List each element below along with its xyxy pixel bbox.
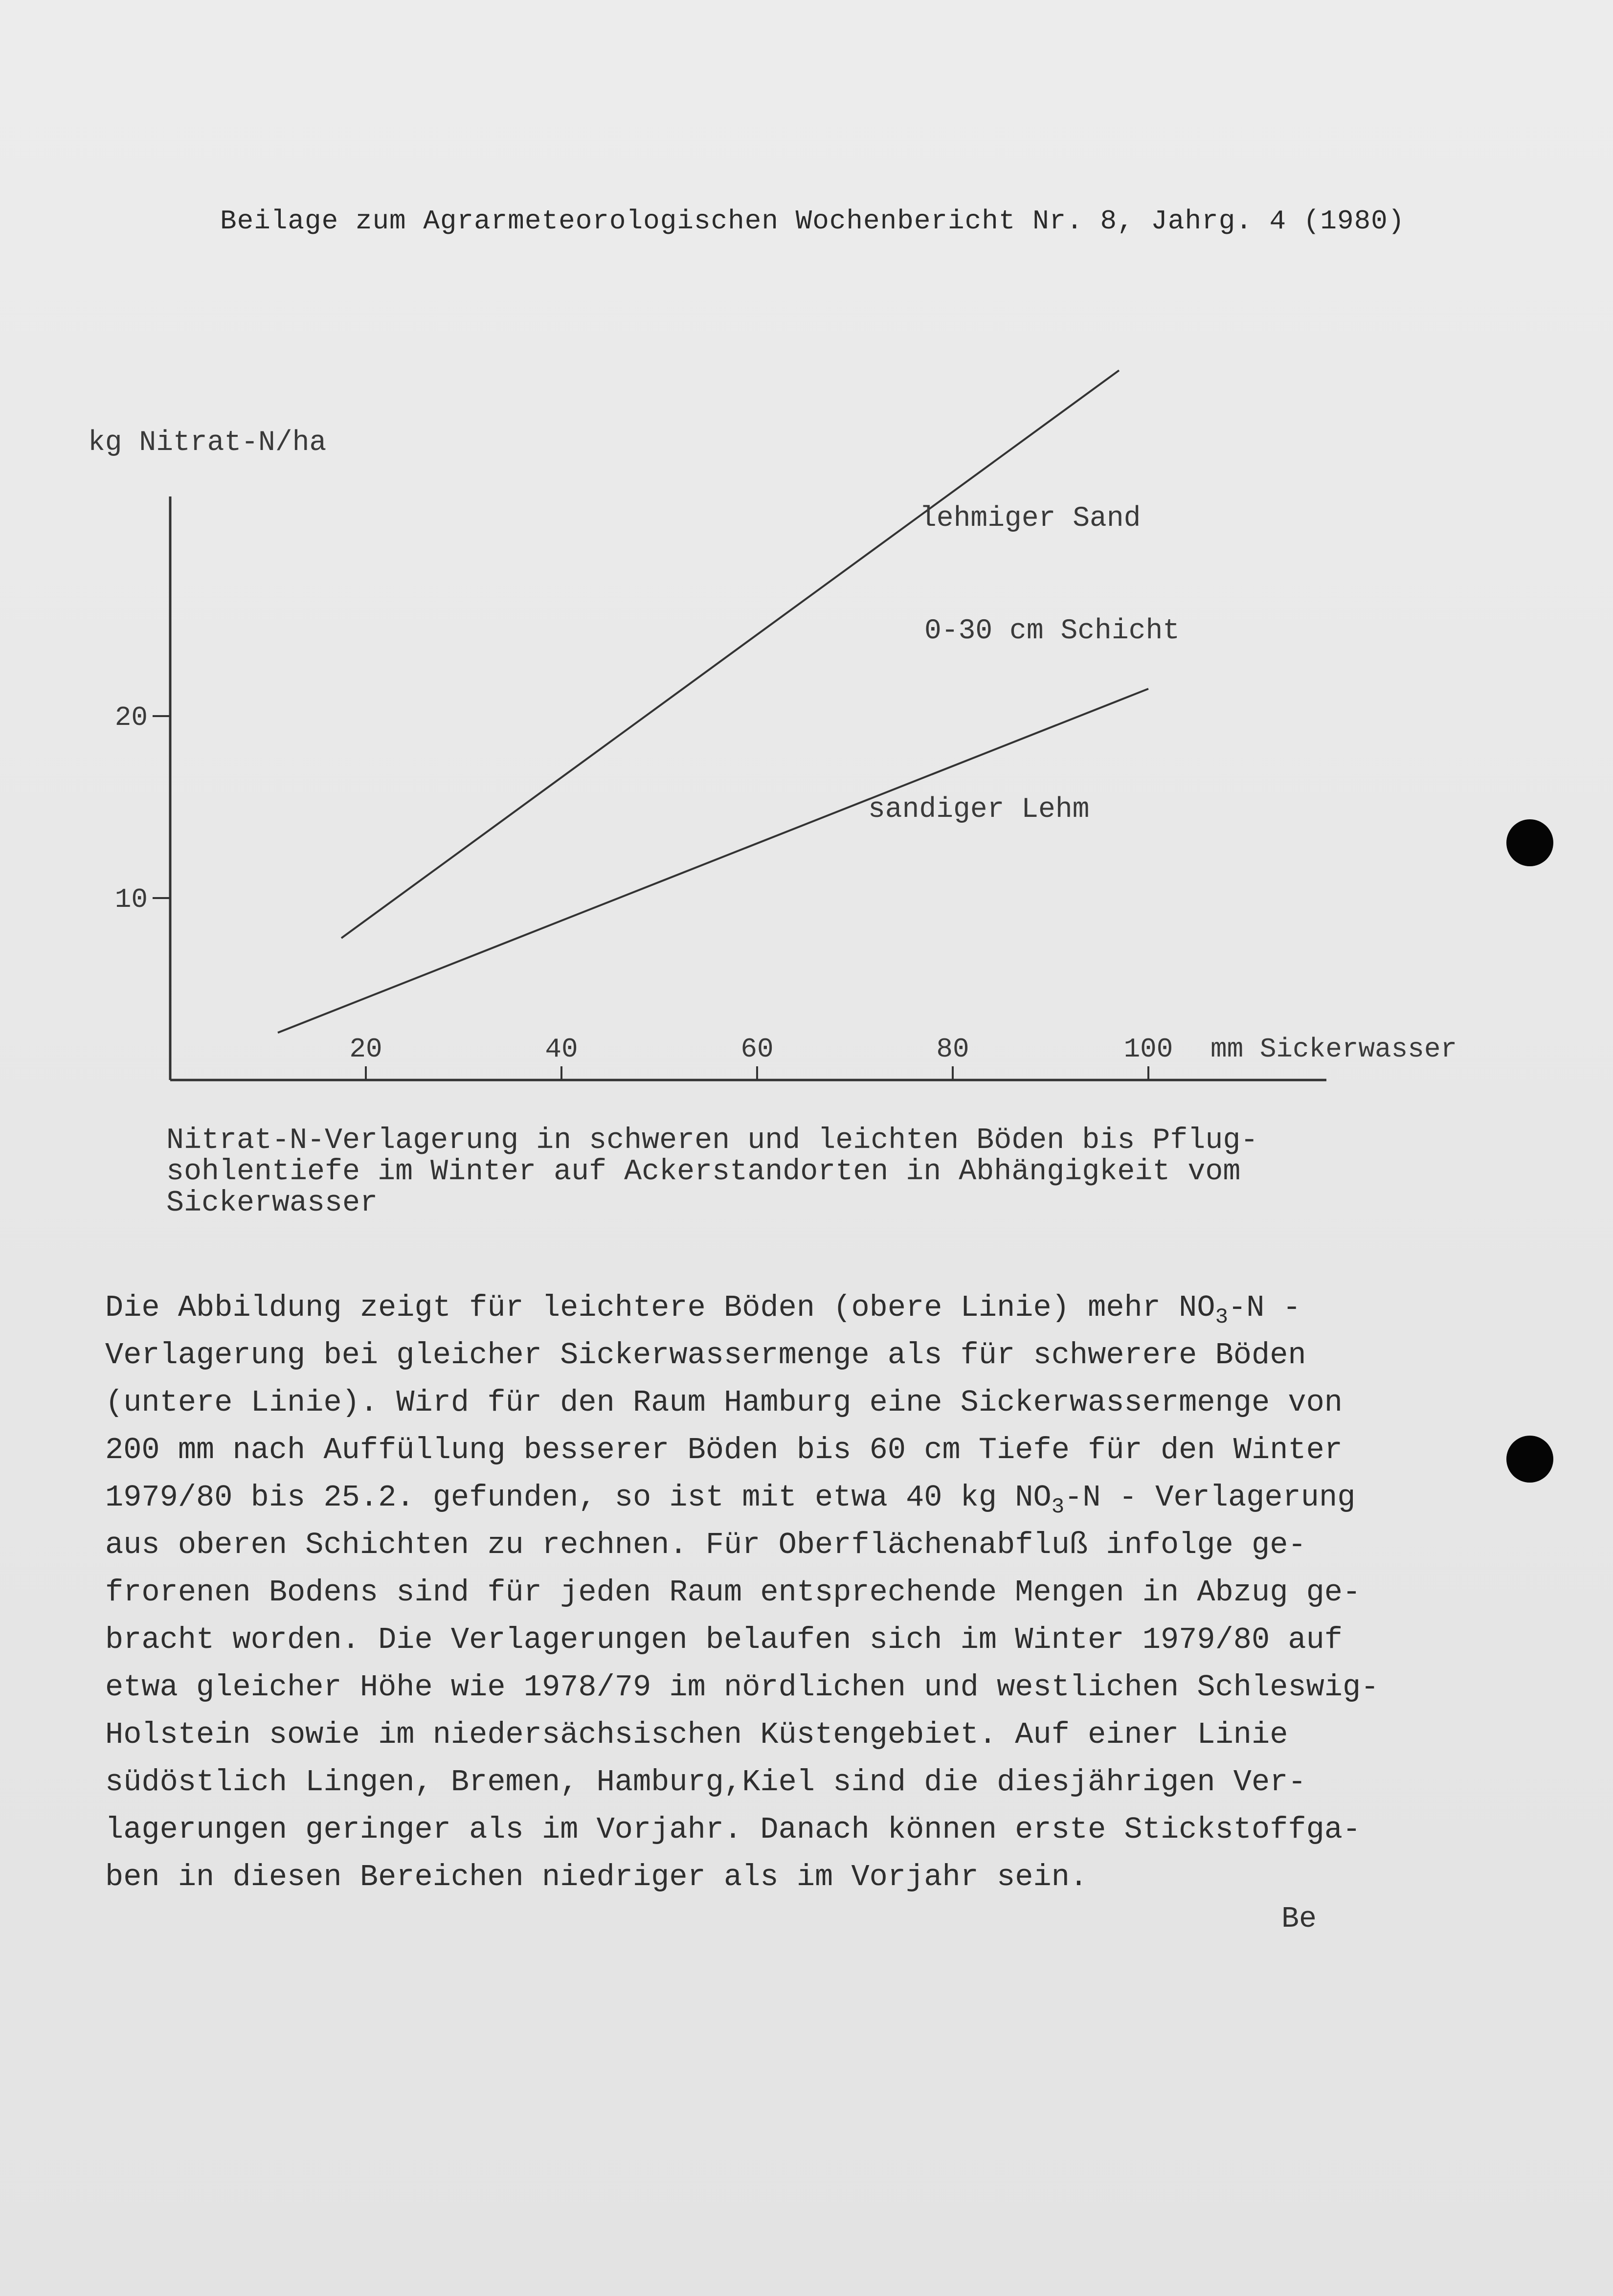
- body-text-segment: Holstein sowie im niedersächsischen Küstengebiet. Auf einer Linie: [105, 1717, 1288, 1752]
- body-line: [105, 1664, 1499, 1711]
- x-tick-label: 100: [1123, 1034, 1173, 1065]
- body-line: [105, 1616, 1499, 1664]
- body-text-segment: Verlagerung bei gleicher Sickerwassermenge als für schwerere Böden: [105, 1338, 1306, 1373]
- body-line: [105, 1284, 1499, 1331]
- caption-line: Nitrat-N-Verlagerung in schweren und leichten Böden bis Pflug-: [166, 1124, 1258, 1157]
- caption-line: sohlentiefe im Winter auf Ackerstandorten in Abhängigkeit vom: [166, 1155, 1241, 1189]
- body-text-segment: etwa gleicher Höhe wie 1978/79 im nördlichen und westlichen Schleswig-: [105, 1670, 1379, 1705]
- body-text-segment: Die Abbildung zeigt für leichtere Böden (obere Linie) mehr NO: [105, 1290, 1215, 1325]
- body-line: [105, 1426, 1499, 1474]
- body-line: [105, 1758, 1499, 1806]
- body-text-segment: 200 mm nach Auffüllung besserer Böden bis 60 cm Tiefe für den Winter: [105, 1433, 1343, 1467]
- body-text-segment: -N - Verlagerung: [1064, 1480, 1356, 1515]
- body-text-segment: aus oberen Schichten zu rechnen. Für Oberflächenabfluß infolge ge-: [105, 1528, 1306, 1562]
- x-axis-label: mm Sickerwasser: [1210, 1034, 1457, 1065]
- body-text-segment: frorenen Bodens sind für jeden Raum entsprechende Mengen in Abzug ge-: [105, 1575, 1361, 1610]
- y-axis-label: kg Nitrat-N/ha: [88, 427, 327, 459]
- body-text-segment: 1979/80 bis 25.2. gefunden, so ist mit etwa 40 kg NO: [105, 1480, 1052, 1515]
- body-text-segment: südöstlich Lingen, Bremen, Hamburg,Kiel sind die diesjährigen Ver-: [105, 1765, 1306, 1800]
- y-tick-label: 20: [114, 702, 148, 733]
- series-label-1: lehmiger Sand: [919, 503, 1141, 535]
- body-line: [105, 1521, 1499, 1569]
- x-tick-label: 80: [936, 1034, 969, 1065]
- body-text-segment: -N -: [1228, 1290, 1301, 1325]
- body-line: [105, 1331, 1499, 1379]
- body-text-segment: ben in diesen Bereichen niedriger als im Vorjahr sein.: [105, 1860, 1088, 1894]
- series-line-2: [278, 689, 1148, 1033]
- body-line: [105, 1853, 1499, 1901]
- body-line: [105, 1569, 1499, 1616]
- punch-hole: [1506, 1436, 1553, 1483]
- series-label-2: sandiger Lehm: [868, 794, 1090, 826]
- chart-annotation: 0-30 cm Schicht: [924, 615, 1180, 647]
- body-line: [105, 1711, 1499, 1758]
- body-line: [105, 1379, 1499, 1426]
- body-line: [105, 1474, 1499, 1521]
- body-text-segment: bracht worden. Die Verlagerungen belaufen sich im Winter 1979/80 auf: [105, 1622, 1343, 1657]
- body-text-segment: lagerungen geringer als im Vorjahr. Danach können erste Stickstoffga-: [105, 1812, 1361, 1847]
- x-tick-label: 60: [740, 1034, 774, 1065]
- x-tick-label: 20: [349, 1034, 382, 1065]
- author-initials: Be: [1281, 1903, 1317, 1936]
- caption-line: Sickerwasser: [166, 1187, 378, 1220]
- punch-hole: [1506, 819, 1553, 866]
- figure-caption: [166, 1125, 1487, 1219]
- body-line: [105, 1806, 1499, 1853]
- series-line-1: [341, 370, 1119, 938]
- nitrate-chart: [0, 0, 1613, 1101]
- body-paragraph: [105, 1284, 1499, 1901]
- document-header: Beilage zum Agrarmeteorologischen Wochenbericht Nr. 8, Jahrg. 4 (1980): [220, 205, 1405, 237]
- x-tick-label: 40: [545, 1034, 578, 1065]
- y-tick-label: 10: [114, 884, 148, 915]
- body-text-segment: (untere Linie). Wird für den Raum Hamburg eine Sickerwassermenge von: [105, 1385, 1343, 1420]
- subscript: 3: [1051, 1495, 1065, 1519]
- subscript: 3: [1215, 1305, 1228, 1329]
